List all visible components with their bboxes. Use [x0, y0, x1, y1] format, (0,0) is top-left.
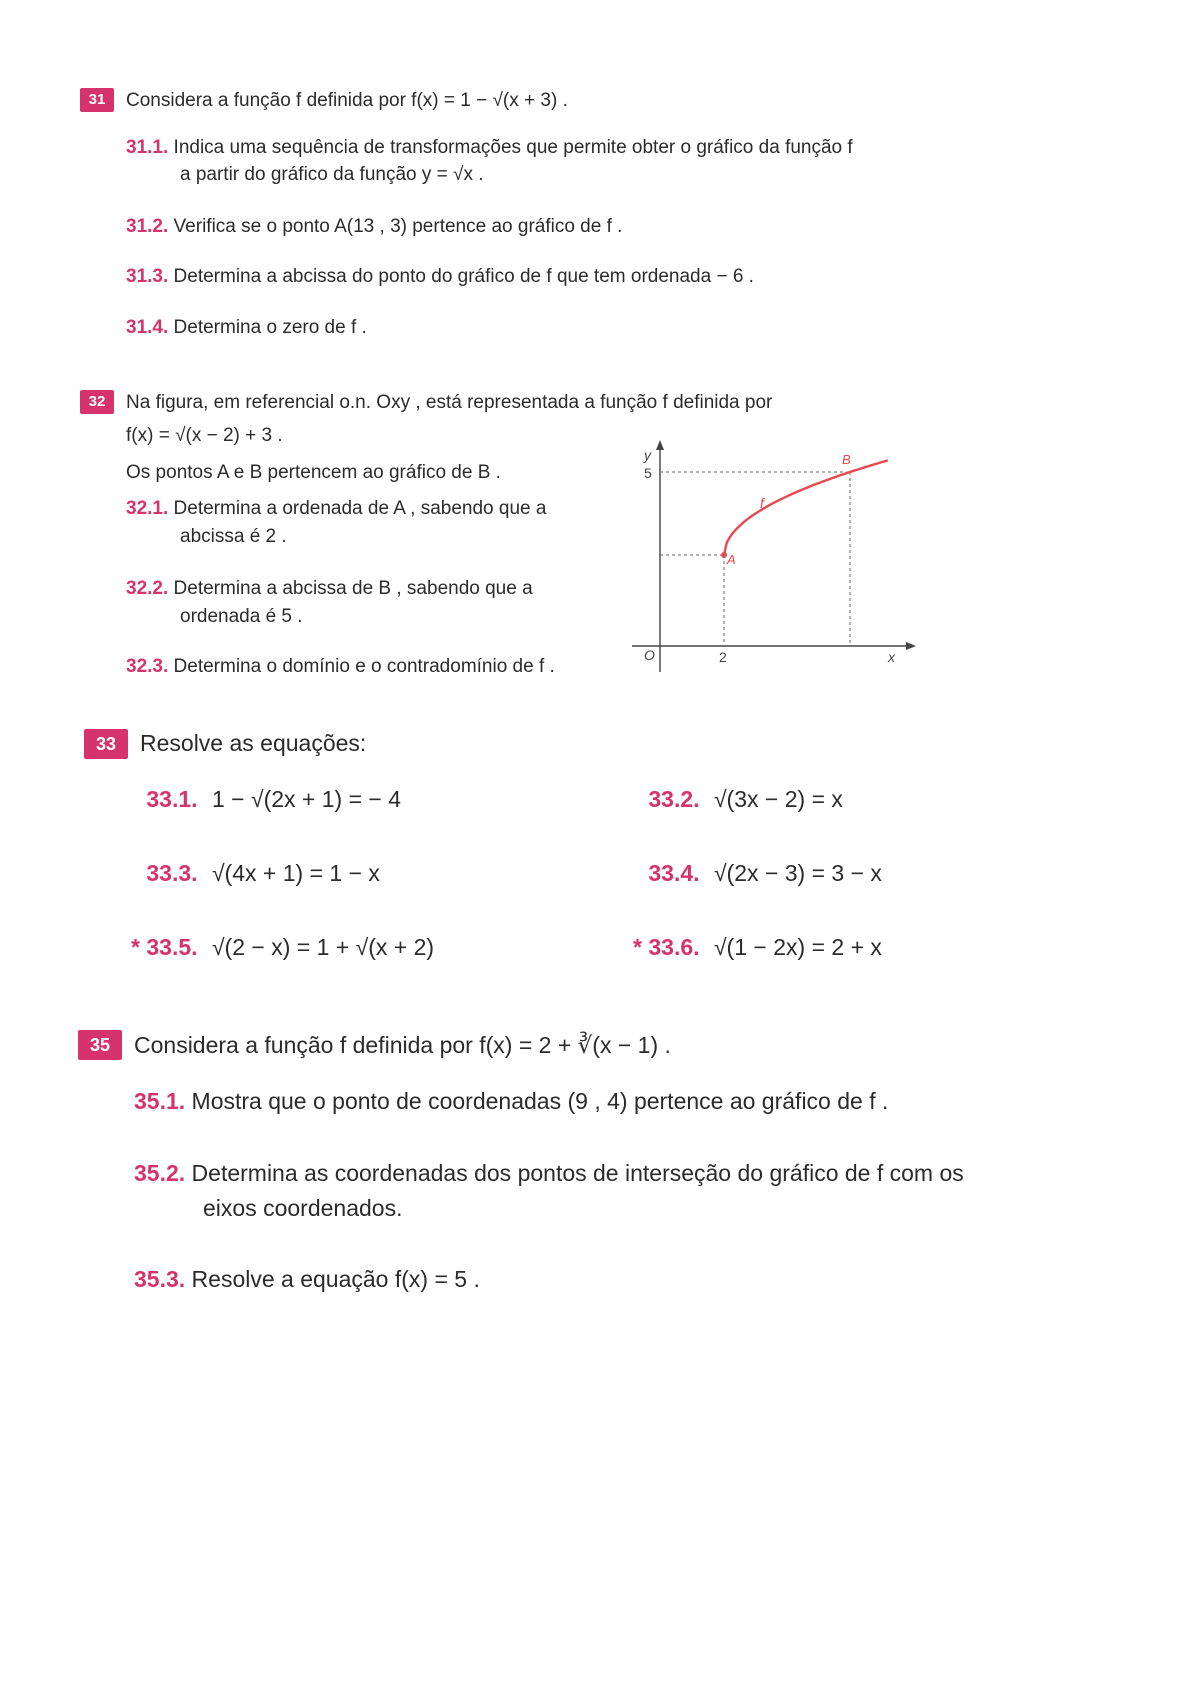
- item-text: Determina a abcissa do ponto do gráfico de f que tem ordenada − 6 .: [173, 266, 754, 287]
- equation: √(4x + 1) = 1 − x: [211, 860, 380, 886]
- item-text: Indica uma sequência de transformações que permite obter o gráfico da função f: [173, 137, 853, 158]
- item-number: 32.2.: [126, 578, 169, 599]
- eq-33-6: [622, 934, 882, 961]
- equation: √(1 − 2x) = 2 + x: [713, 934, 882, 960]
- item-35-3: [134, 1266, 480, 1293]
- item-number: 31.4.: [126, 317, 169, 338]
- item-text: Determina as coordenadas dos pontos de interseção do gráfico de f com os: [191, 1160, 964, 1186]
- exercise-32-badge: 32: [80, 390, 114, 414]
- y-axis: [656, 440, 664, 672]
- exercise-32-intro: Na figura, em referencial o.n. Oxy , está representada a função f definida por: [126, 392, 773, 413]
- equation: 1 − √(2x + 1) = − 4: [211, 786, 402, 812]
- item-35-1: [134, 1088, 888, 1115]
- item-text: Determina a ordenada de A , sabendo que a: [173, 498, 547, 519]
- equation: √(2x − 3) = 3 − x: [713, 860, 882, 886]
- item-number: 31.2.: [126, 216, 169, 237]
- item-number: 32.1.: [126, 498, 169, 519]
- item-31-4: [126, 317, 367, 339]
- item-number: 33.3.: [146, 860, 198, 886]
- exercise-33: [0, 720, 1200, 960]
- item-text: Determina a abcissa de B , sabendo que a: [173, 578, 533, 599]
- item-number: 33.2.: [648, 786, 700, 812]
- item-number: 35.1.: [134, 1088, 186, 1114]
- eq-33-3: [120, 860, 380, 887]
- item-number: 35.2.: [134, 1160, 186, 1186]
- exercise-32: [0, 380, 1200, 700]
- item-number: 31.1.: [126, 137, 169, 158]
- exercise-35: [0, 1020, 1200, 1320]
- function-graph: [620, 440, 920, 680]
- item-32-3: [126, 656, 555, 678]
- star-marker: *: [633, 934, 642, 960]
- curve-label: f: [760, 495, 764, 511]
- item-31-1-cont: a partir do gráfico da função y = √x .: [180, 164, 484, 185]
- item-32-1: [126, 498, 546, 520]
- exercise-31-badge: 31: [80, 88, 114, 112]
- item-number: 33.5.: [146, 934, 198, 960]
- star-marker: *: [131, 934, 140, 960]
- item-32-1-cont: abcissa é 2 .: [180, 526, 287, 547]
- exercise-32-points: Os pontos A e B pertencem ao gráfico de B .: [126, 462, 501, 483]
- point-a-label: A: [727, 552, 736, 567]
- exercise-31: [0, 0, 1200, 360]
- equation: √(2 − x) = 1 + √(x + 2): [211, 934, 435, 960]
- y-tick-label: 5: [644, 465, 652, 481]
- item-32-2-cont: ordenada é 5 .: [180, 606, 303, 627]
- item-35-2-cont: eixos coordenados.: [203, 1195, 403, 1221]
- x-tick-label: 2: [719, 649, 727, 665]
- item-31-3: [126, 266, 754, 288]
- x-axis-label: x: [888, 649, 895, 665]
- item-text: Verifica se o ponto A(13 , 3) pertence ao gráfico de f .: [173, 216, 623, 237]
- exercise-35-badge: 35: [78, 1030, 122, 1060]
- item-number: 35.3.: [134, 1266, 186, 1292]
- x-axis: [632, 642, 916, 650]
- item-text: Mostra que o ponto de coordenadas (9 , 4) pertence ao gráfico de f .: [191, 1088, 889, 1114]
- exercise-35-intro: Considera a função f definida por f(x) = 2 + ∛(x − 1) .: [134, 1032, 671, 1058]
- point-b-label: B: [842, 452, 851, 467]
- exercise-33-intro: Resolve as equações:: [140, 730, 367, 756]
- eq-33-5: [120, 934, 434, 961]
- item-31-1: [126, 137, 853, 159]
- eq-33-2: [622, 786, 843, 813]
- item-number: 33.4.: [648, 860, 700, 886]
- eq-33-1: [120, 786, 401, 813]
- item-31-2: [126, 216, 622, 238]
- exercise-31-intro: Considera a função f definida por f(x) = 1 − √(x + 3) .: [126, 90, 568, 111]
- eq-33-4: [622, 860, 882, 887]
- item-text: Determina o domínio e o contradomínio de f .: [173, 656, 555, 677]
- item-number: 32.3.: [126, 656, 169, 677]
- item-number: 31.3.: [126, 266, 169, 287]
- item-35-2: [134, 1160, 964, 1187]
- curve-f: [724, 460, 888, 555]
- origin-label: O: [644, 647, 655, 663]
- y-axis-label: y: [644, 447, 651, 463]
- item-text: Resolve a equação f(x) = 5 .: [191, 1266, 480, 1292]
- equation: √(3x − 2) = x: [713, 786, 843, 812]
- exercise-33-badge: 33: [84, 729, 128, 759]
- item-text: Determina o zero de f .: [173, 317, 367, 338]
- item-number: 33.1.: [146, 786, 198, 812]
- exercise-32-function: f(x) = √(x − 2) + 3 .: [126, 425, 283, 446]
- item-number: 33.6.: [648, 934, 700, 960]
- item-32-2: [126, 578, 533, 600]
